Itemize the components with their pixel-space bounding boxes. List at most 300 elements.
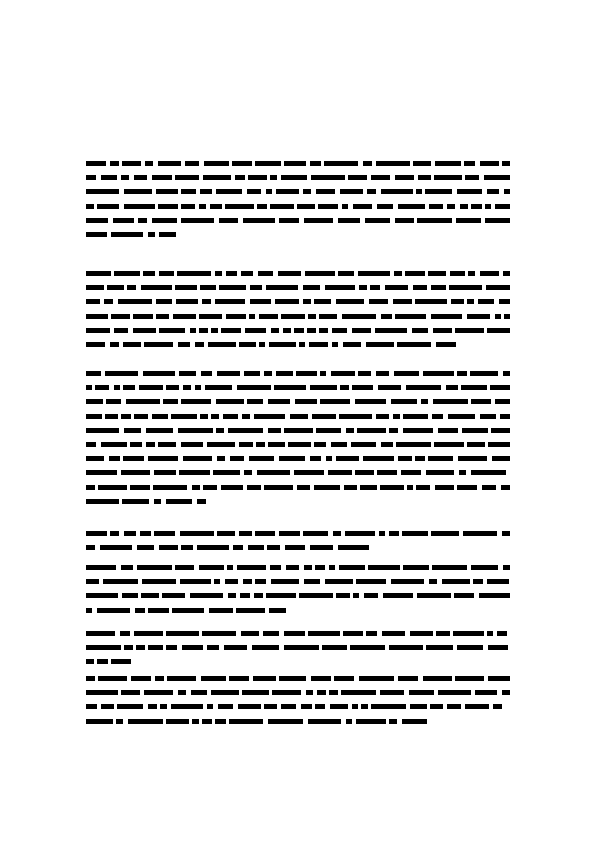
text-word (107, 285, 124, 290)
text-word (438, 690, 471, 695)
text-word (256, 442, 265, 447)
text-word (480, 414, 496, 419)
text-word (128, 719, 163, 724)
text-word (244, 371, 260, 376)
text-word (185, 161, 199, 166)
text-word (228, 428, 263, 433)
text-word (248, 175, 267, 180)
text-word (331, 371, 355, 376)
text-word (381, 442, 393, 447)
text-word (487, 631, 493, 636)
text-word (111, 314, 130, 319)
text-word (486, 285, 510, 290)
text-word (156, 189, 178, 194)
text-word (199, 204, 206, 209)
text-word (254, 414, 285, 419)
text-word (138, 218, 147, 223)
text-word (267, 545, 280, 550)
text-word (250, 285, 262, 290)
text-word (269, 342, 296, 347)
text-word (310, 385, 337, 390)
text-line (86, 371, 510, 377)
text-word (363, 161, 372, 166)
text-word (110, 531, 119, 536)
text-word (268, 428, 281, 433)
text-word (86, 232, 107, 237)
text-word (242, 414, 250, 419)
text-word (379, 531, 385, 536)
text-word (301, 704, 312, 709)
text-word (105, 414, 118, 419)
text-line (86, 161, 510, 167)
text-word (342, 204, 348, 209)
text-word (416, 189, 422, 194)
text-word (317, 690, 326, 695)
text-word (133, 328, 156, 333)
text-line (86, 659, 131, 665)
text-word (247, 485, 261, 490)
text-word (299, 342, 305, 347)
text-word (179, 470, 210, 475)
text-word (376, 414, 389, 419)
text-word (377, 470, 397, 475)
text-word (316, 189, 335, 194)
text-word (389, 645, 423, 650)
text-word (233, 545, 243, 550)
text-word (113, 218, 134, 223)
text-word (190, 328, 196, 333)
text-word (241, 631, 259, 636)
text-word (86, 161, 106, 166)
text-word (402, 531, 428, 536)
text-word (402, 719, 427, 724)
text-word (360, 485, 377, 490)
text-word (334, 676, 354, 681)
text-line (86, 608, 286, 614)
text-word (284, 428, 313, 433)
text-word (346, 428, 354, 433)
text-word (255, 531, 275, 536)
text-line (86, 271, 510, 277)
text-word (413, 285, 427, 290)
text-word (239, 442, 253, 447)
text-word (358, 371, 371, 376)
text-word (403, 565, 429, 570)
text-word (405, 271, 425, 276)
text-word (116, 719, 123, 724)
text-line (86, 579, 510, 585)
text-word (101, 175, 117, 180)
text-word (495, 314, 501, 319)
text-word (217, 371, 240, 376)
text-word (380, 690, 404, 695)
text-line (86, 414, 510, 420)
text-word (320, 399, 350, 404)
text-word (365, 218, 390, 223)
text-word (340, 385, 349, 390)
text-word (182, 645, 203, 650)
text-word (159, 271, 174, 276)
text-word (451, 299, 464, 304)
text-word (159, 328, 185, 333)
text-word (383, 593, 413, 598)
text-word (493, 704, 502, 709)
text-word (181, 442, 203, 447)
text-word (86, 414, 102, 419)
text-word (371, 704, 406, 709)
text-word (315, 704, 325, 709)
text-word (393, 299, 412, 304)
text-word (502, 531, 510, 536)
text-word (257, 204, 267, 209)
text-word (140, 531, 151, 536)
text-word (485, 204, 491, 209)
text-word (366, 631, 377, 636)
text-word (395, 175, 414, 180)
text-word (457, 645, 483, 650)
text-word (356, 719, 386, 724)
text-word (348, 175, 367, 180)
text-word (195, 385, 201, 390)
text-word (211, 328, 218, 333)
text-word (497, 631, 507, 636)
text-word (176, 299, 198, 304)
text-word (195, 342, 204, 347)
text-word (438, 428, 458, 433)
text-word (86, 631, 115, 636)
text-word (86, 499, 119, 504)
text-word (487, 579, 509, 584)
text-word (433, 399, 468, 404)
text-word (342, 314, 376, 319)
text-word (442, 579, 470, 584)
text-word (351, 442, 376, 447)
text-word (123, 342, 141, 347)
text-word (270, 175, 277, 180)
text-word (307, 328, 316, 333)
text-word (432, 414, 443, 419)
text-word (391, 579, 424, 584)
text-word (177, 271, 211, 276)
text-word (130, 485, 150, 490)
text-word (171, 414, 197, 419)
text-line (86, 285, 510, 291)
text-word (304, 579, 320, 584)
text-word (114, 385, 120, 390)
text-word (221, 485, 243, 490)
text-word (502, 161, 510, 166)
text-word (500, 414, 510, 419)
text-word (225, 204, 254, 209)
text-word (455, 676, 484, 681)
text-word (86, 189, 119, 194)
text-word (396, 442, 431, 447)
text-word (376, 161, 410, 166)
text-word (86, 608, 92, 613)
text-word (467, 299, 474, 304)
text-word (158, 442, 176, 447)
text-word (357, 428, 386, 433)
text-word (249, 314, 255, 319)
text-word (183, 456, 212, 461)
text-word (229, 676, 249, 681)
text-word (311, 676, 331, 681)
text-word (180, 579, 211, 584)
text-word (145, 161, 153, 166)
text-word (487, 189, 499, 194)
text-word (255, 161, 281, 166)
text-word (253, 676, 276, 681)
text-word (86, 399, 103, 404)
text-word (178, 342, 190, 347)
text-line (86, 218, 510, 224)
text-word (101, 442, 127, 447)
text-word (86, 314, 108, 319)
text-word (336, 456, 359, 461)
text-word (417, 593, 451, 598)
text-word (395, 314, 426, 319)
text-word (172, 608, 204, 613)
text-word (336, 593, 350, 598)
text-word (353, 593, 359, 598)
text-word (141, 593, 159, 598)
text-word (154, 470, 176, 475)
text-word (217, 456, 225, 461)
text-line (86, 299, 510, 305)
text-word (448, 414, 475, 419)
text-word (121, 175, 129, 180)
text-word (428, 271, 446, 276)
text-word (278, 271, 301, 276)
text-word (264, 371, 272, 376)
text-word (218, 704, 233, 709)
text-word (495, 204, 510, 209)
text-word (268, 442, 285, 447)
text-word (423, 371, 454, 376)
text-word (86, 442, 96, 447)
text-word (456, 218, 481, 223)
text-word (181, 399, 211, 404)
text-word (504, 189, 510, 194)
text-word (175, 285, 197, 290)
text-word (270, 565, 281, 570)
text-word (86, 328, 110, 333)
text-word (423, 676, 452, 681)
text-word (86, 204, 94, 209)
text-word (308, 719, 341, 724)
text-word (425, 189, 452, 194)
text-word (279, 456, 305, 461)
text-word (290, 414, 308, 419)
text-word (410, 631, 433, 636)
text-word (310, 545, 333, 550)
text-word (247, 189, 261, 194)
text-word (118, 299, 152, 304)
text-word (98, 485, 127, 490)
text-word (488, 442, 510, 447)
text-word (332, 328, 347, 333)
text-word (352, 704, 358, 709)
text-word (201, 371, 212, 376)
text-word (86, 676, 95, 681)
text-word (488, 676, 510, 681)
text-word (359, 676, 394, 681)
text-word (309, 342, 328, 347)
text-word (137, 545, 154, 550)
text-line (86, 189, 510, 195)
text-word (120, 631, 130, 636)
text-word (503, 565, 510, 570)
text-word (245, 328, 266, 333)
text-word (152, 175, 172, 180)
text-word (332, 342, 338, 347)
text-word (203, 175, 231, 180)
text-word (114, 271, 140, 276)
text-word (415, 456, 425, 461)
text-word (86, 659, 94, 664)
text-word (232, 161, 252, 166)
text-line (86, 531, 510, 537)
text-word (199, 565, 224, 570)
text-word (216, 428, 224, 433)
text-word (429, 579, 437, 584)
text-word (103, 579, 138, 584)
text-word (202, 719, 212, 724)
text-word (181, 545, 193, 550)
text-word (86, 175, 96, 180)
text-word (250, 299, 271, 304)
text-word (264, 704, 277, 709)
text-word (308, 314, 316, 319)
text-word (499, 299, 510, 304)
text-word (123, 456, 144, 461)
text-word (340, 189, 363, 194)
text-word (202, 299, 211, 304)
text-word (339, 414, 372, 419)
text-word (190, 593, 223, 598)
text-word (304, 565, 312, 570)
text-word (345, 531, 375, 536)
text-word (389, 719, 397, 724)
text-word (398, 456, 412, 461)
text-word (199, 314, 222, 319)
text-word (286, 565, 299, 570)
text-word (199, 328, 208, 333)
text-word (471, 399, 491, 404)
text-word (209, 608, 233, 613)
text-word (380, 485, 404, 490)
text-word (86, 342, 105, 347)
text-word (200, 414, 208, 419)
text-word (148, 456, 178, 461)
text-word (412, 328, 428, 333)
text-word (366, 342, 394, 347)
text-word (339, 565, 365, 570)
text-word (433, 328, 452, 333)
text-word (192, 719, 199, 724)
text-word (126, 399, 160, 404)
text-word (228, 593, 236, 598)
text-word (98, 676, 127, 681)
text-word (436, 631, 450, 636)
text-word (284, 645, 319, 650)
text-word (204, 161, 229, 166)
text-word (297, 204, 315, 209)
text-word (464, 161, 475, 166)
text-word (376, 371, 389, 376)
text-word (352, 328, 371, 333)
text-word (403, 428, 433, 433)
text-word (343, 342, 361, 347)
text-word (86, 385, 92, 390)
text-word (330, 704, 348, 709)
text-line (86, 428, 510, 434)
text-word (460, 204, 468, 209)
text-word (259, 314, 278, 319)
text-word (275, 299, 299, 304)
text-word (202, 631, 236, 636)
text-word (294, 328, 304, 333)
text-word (413, 161, 431, 166)
text-word (123, 385, 135, 390)
text-word (143, 371, 175, 376)
text-word (215, 271, 222, 276)
text-word (450, 271, 465, 276)
text-word (86, 719, 113, 724)
text-word (319, 314, 337, 319)
text-word (369, 299, 388, 304)
text-word (219, 285, 246, 290)
text-word (389, 428, 398, 433)
text-word (105, 371, 138, 376)
text-word (415, 299, 447, 304)
text-word (447, 704, 461, 709)
text-word (303, 531, 328, 536)
text-word (446, 385, 458, 390)
text-word (242, 690, 269, 695)
text-word (124, 428, 141, 433)
text-word (295, 399, 317, 404)
text-word (484, 175, 510, 180)
text-word (417, 218, 452, 223)
text-word (97, 204, 119, 209)
text-word (180, 531, 214, 536)
text-line (86, 328, 510, 334)
text-word (155, 676, 164, 681)
text-word (121, 470, 150, 475)
text-word (122, 161, 141, 166)
text-word (283, 328, 291, 333)
text-word (117, 704, 143, 709)
text-word (320, 371, 326, 376)
text-word (288, 442, 311, 447)
text-word (213, 470, 240, 475)
text-word (371, 175, 390, 180)
text-word (310, 161, 321, 166)
text-word (243, 579, 252, 584)
text-line (86, 485, 510, 491)
text-word (487, 328, 510, 333)
text-word (146, 442, 155, 447)
text-word (152, 414, 168, 419)
text-word (355, 399, 386, 404)
text-word (502, 690, 510, 695)
text-word (127, 285, 136, 290)
text-word (146, 428, 173, 433)
text-word (268, 719, 303, 724)
text-word (215, 299, 245, 304)
text-word (163, 399, 178, 404)
